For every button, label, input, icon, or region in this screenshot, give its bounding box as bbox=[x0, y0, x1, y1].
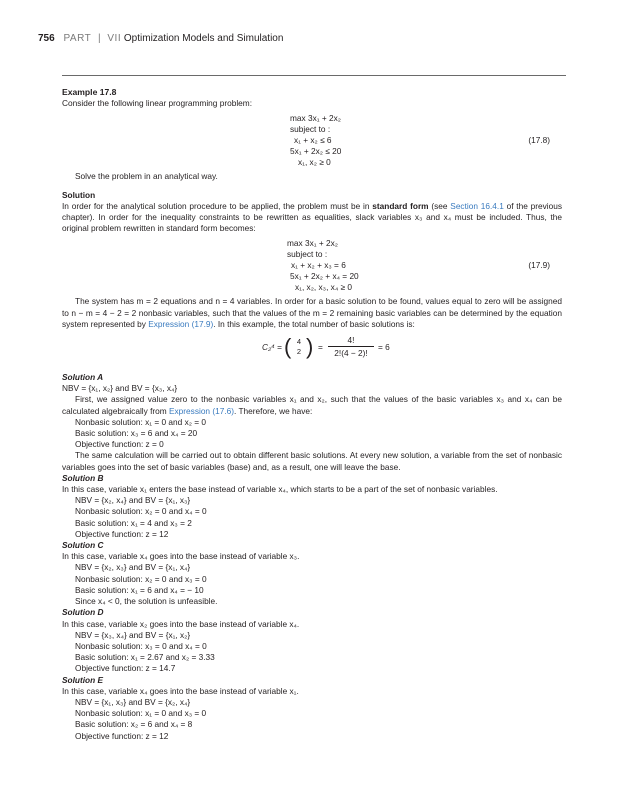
solution-e-sets: NBV = {x₁, x₃} and BV = {x₂, x₄} bbox=[75, 696, 191, 707]
lp-model-original bbox=[62, 113, 562, 168]
header-separator: | bbox=[98, 33, 101, 44]
solution-c-note: Since x₄ < 0, the solution is unfeasible. bbox=[75, 596, 218, 607]
solution-c-intro: In this case, variable x₄ goes into the base instead of variable x₃. bbox=[62, 551, 300, 562]
solution-d-sets: NBV = {x₃, x₄} and BV = {x₁, x₂} bbox=[75, 629, 191, 640]
example-box bbox=[62, 87, 562, 742]
model2-constraint-1: x₁ + x₂ + x₃ = 6 bbox=[291, 260, 346, 271]
combination-formula bbox=[62, 334, 562, 364]
solution-e-basic: Basic solution: x₂ = 6 and x₄ = 8 bbox=[75, 719, 193, 730]
solution-a-basic: Basic solution: x₃ = 6 and x₄ = 20 bbox=[75, 428, 198, 439]
solution-d-nonbasic: Nonbasic solution: x₃ = 0 and x₄ = 0 bbox=[75, 640, 207, 651]
model-constraint-1: x₁ + x₂ ≤ 6 bbox=[294, 135, 332, 146]
part-number: VII bbox=[107, 33, 122, 44]
solution-a-sets: NBV = {x₁, x₂} and BV = {x₃, x₄} bbox=[62, 383, 178, 394]
solution-c-sets: NBV = {x₂, x₃} and BV = {x₁, x₄} bbox=[75, 562, 191, 573]
model2-nonnegativity: x₁, x₂, x₃, x₄ ≥ 0 bbox=[295, 282, 352, 293]
solution-a-note: The same calculation will be carried out to obtain different basic solutions. At every new solution, a variable from the set of nonbasic variables goes into the set of basic variables (base) and, as a result, one will leave the base. bbox=[62, 450, 562, 472]
combination-lhs: C₂⁴ = bbox=[262, 342, 282, 353]
model-constraint-2: 5x₁ + 2x₂ ≤ 20 bbox=[290, 146, 342, 157]
solution-paragraph-1: In order for the analytical solution procedure to be applied, the problem must be in standard form (see Section 16.4.1 of the previous chapter). In order for the inequality constraints to be rewritten as equalities, slack variables x₃ and x₄ must be included. Thus, the original problem rewritten in standard form becomes: bbox=[62, 200, 562, 234]
solution-b-intro: In this case, variable x₁ enters the base instead of variable x₄, which starts to be a part of the set of nonbasic variables. bbox=[62, 484, 498, 495]
model2-subject-to: subject to : bbox=[287, 249, 328, 260]
combination-result: = 6 bbox=[378, 342, 390, 353]
solution-e-nonbasic: Nonbasic solution: x₁ = 0 and x₃ = 0 bbox=[75, 708, 207, 719]
solution-d-intro: In this case, variable x₂ goes into the base instead of variable x₄. bbox=[62, 618, 300, 629]
model-subject-to: subject to : bbox=[290, 124, 331, 135]
lp-model-standard bbox=[62, 238, 562, 293]
solution-a-paragraph: First, we assigned value zero to the nonbasic variables x₁ and x₂, such that the values of the basic variables x₃ and x₄ can be calculated algebraically from Expression (17.6). Therefore, we have: bbox=[62, 394, 562, 416]
solution-c-basic: Basic solution: x₁ = 6 and x₄ = − 10 bbox=[75, 584, 204, 595]
model2-objective: max 3x₁ + 2x₂ bbox=[287, 238, 338, 249]
solution-b-sets: NBV = {x₂, x₄} and BV = {x₁, x₃} bbox=[75, 495, 191, 506]
equation-number: (17.8) bbox=[528, 135, 550, 146]
solution-heading: Solution bbox=[62, 189, 96, 200]
equals-sign: = bbox=[318, 342, 323, 353]
running-header bbox=[38, 33, 283, 44]
part-title: Optimization Models and Simulation bbox=[123, 33, 284, 44]
solution-d-objective: Objective function: z = 14.7 bbox=[75, 663, 176, 674]
solution-a-nonbasic: Nonbasic solution: x₁ = 0 and x₂ = 0 bbox=[75, 416, 207, 427]
right-paren: ) bbox=[306, 334, 314, 360]
example-task: Solve the problem in an analytical way. bbox=[75, 171, 218, 182]
solution-b-heading: Solution B bbox=[62, 472, 104, 483]
factorial-fraction: $\frac{4!}{2!(4 - 2)!}$ bbox=[328, 335, 374, 359]
solution-d-basic: Basic solution: x₁ = 2.67 and x₂ = 3.33 bbox=[75, 652, 215, 663]
solution-b-objective: Objective function: z = 12 bbox=[75, 528, 169, 539]
expression-17-6-link[interactable]: Expression (17.6) bbox=[169, 405, 235, 416]
solution-b-nonbasic: Nonbasic solution: x₂ = 0 and x₄ = 0 bbox=[75, 506, 207, 517]
model2-constraint-2: 5x₁ + 2x₂ + x₄ = 20 bbox=[290, 271, 359, 282]
solution-e-objective: Objective function: z = 12 bbox=[75, 730, 169, 741]
equation-number-2: (17.9) bbox=[528, 260, 550, 271]
example-intro: Consider the following linear programming problem: bbox=[62, 98, 252, 109]
model-nonnegativity: x₁, x₂ ≥ 0 bbox=[298, 157, 331, 168]
solution-e-heading: Solution E bbox=[62, 674, 104, 685]
solution-a-objective: Objective function: z = 0 bbox=[75, 439, 164, 450]
page-number: 756 bbox=[38, 33, 55, 44]
solution-e-intro: In this case, variable x₄ goes into the base instead of variable x₁. bbox=[62, 685, 299, 696]
example-title: Example 17.8 bbox=[62, 87, 117, 97]
part-label: PART bbox=[63, 33, 92, 44]
solution-b-basic: Basic solution: x₁ = 4 and x₃ = 2 bbox=[75, 517, 192, 528]
solution-c-nonbasic: Nonbasic solution: x₂ = 0 and x₃ = 0 bbox=[75, 573, 207, 584]
expression-link[interactable]: Expression (17.9) bbox=[148, 318, 214, 329]
left-paren: ( bbox=[284, 334, 292, 360]
solution-c-heading: Solution C bbox=[62, 540, 104, 551]
binomial: 4 2 bbox=[296, 337, 302, 357]
solution-paragraph-2: The system has m = 2 equations and n = 4 variables. In order for a basic solution to be found, values equal to zero will be assigned to n − m = 4 − 2 = 2 nonbasic variables, such that the values of the m = 2 remaining basic variables can be determined by the equation system represented by Expression (17.9). In this example, the total number of basic solutions is: bbox=[62, 296, 562, 329]
solution-a-heading: Solution A bbox=[62, 372, 104, 383]
solution-d-heading: Solution D bbox=[62, 607, 104, 618]
section-link[interactable]: Section 16.4.1 bbox=[450, 200, 504, 211]
model-objective: max 3x₁ + 2x₂ bbox=[290, 113, 341, 124]
example-top-rule bbox=[62, 75, 566, 76]
